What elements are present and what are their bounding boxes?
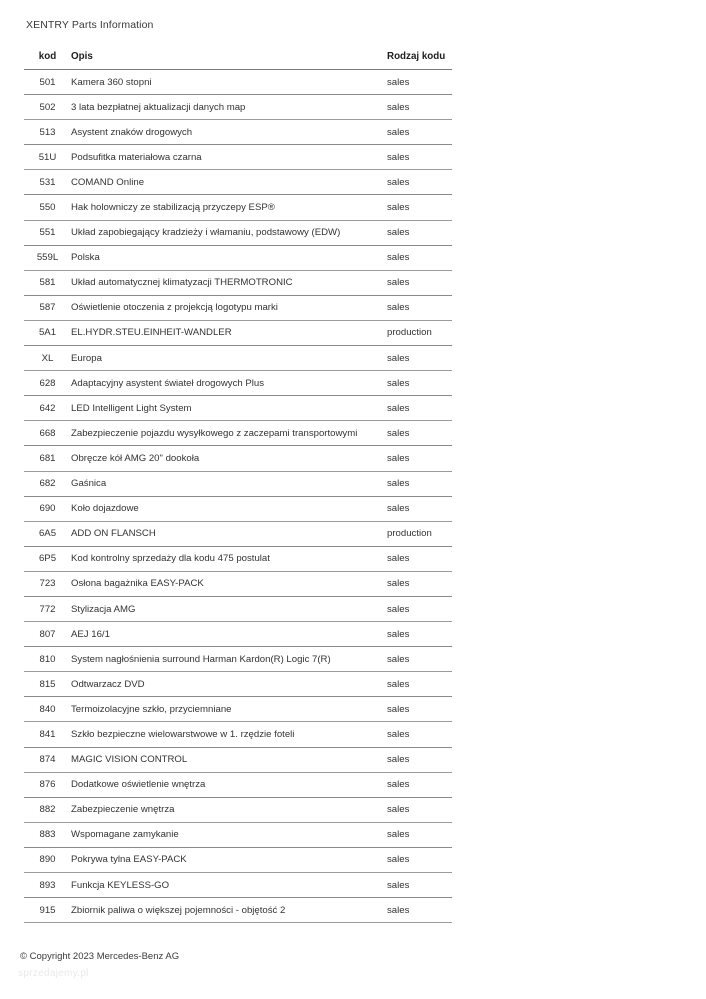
- cell-rodzaj-kodu: production: [387, 320, 452, 345]
- cell-opis: Kod kontrolny sprzedaży dla kodu 475 postulat: [71, 546, 387, 571]
- cell-kod: 581: [24, 270, 71, 295]
- cell-kod: 5A1: [24, 320, 71, 345]
- cell-kod: 6A5: [24, 521, 71, 546]
- cell-kod: 682: [24, 471, 71, 496]
- cell-kod: 772: [24, 596, 71, 621]
- cell-kod: 681: [24, 446, 71, 471]
- cell-opis: COMAND Online: [71, 170, 387, 195]
- cell-kod: 51U: [24, 145, 71, 170]
- table-row: [24, 847, 452, 872]
- cell-rodzaj-kodu: sales: [387, 822, 452, 847]
- cell-opis: Obręcze kół AMG 20" dookoła: [71, 446, 387, 471]
- cell-kod: 876: [24, 772, 71, 797]
- cell-rodzaj-kodu: sales: [387, 772, 452, 797]
- cell-rodzaj-kodu: sales: [387, 371, 452, 396]
- cell-rodzaj-kodu: sales: [387, 847, 452, 872]
- cell-kod: 502: [24, 95, 71, 120]
- cell-opis: System nagłośnienia surround Harman Kardon(R) Logic 7(R): [71, 647, 387, 672]
- cell-opis: Asystent znaków drogowych: [71, 120, 387, 145]
- table-row: [24, 245, 452, 270]
- cell-kod: 893: [24, 873, 71, 898]
- cell-opis: AEJ 16/1: [71, 622, 387, 647]
- table-row: [24, 672, 452, 697]
- table-row: [24, 371, 452, 396]
- cell-opis: Zabezpieczenie pojazdu wysyłkowego z zaczepami transportowymi: [71, 421, 387, 446]
- cell-opis: EL.HYDR.STEU.EINHEIT-WANDLER: [71, 320, 387, 345]
- table-row: [24, 421, 452, 446]
- cell-opis: LED Intelligent Light System: [71, 396, 387, 421]
- cell-kod: 915: [24, 898, 71, 923]
- table-row: [24, 471, 452, 496]
- cell-kod: 628: [24, 371, 71, 396]
- cell-opis: Pokrywa tylna EASY-PACK: [71, 847, 387, 872]
- cell-rodzaj-kodu: sales: [387, 70, 452, 95]
- cell-rodzaj-kodu: sales: [387, 622, 452, 647]
- cell-kod: 550: [24, 195, 71, 220]
- table-row: [24, 873, 452, 898]
- cell-rodzaj-kodu: sales: [387, 797, 452, 822]
- cell-kod: 723: [24, 571, 71, 596]
- table-row: [24, 170, 452, 195]
- cell-kod: 810: [24, 647, 71, 672]
- cell-rodzaj-kodu: production: [387, 521, 452, 546]
- cell-kod: 513: [24, 120, 71, 145]
- table-row: [24, 120, 452, 145]
- cell-opis: Stylizacja AMG: [71, 596, 387, 621]
- cell-rodzaj-kodu: sales: [387, 546, 452, 571]
- table-row: [24, 747, 452, 772]
- cell-opis: Funkcja KEYLESS-GO: [71, 873, 387, 898]
- cell-rodzaj-kodu: sales: [387, 647, 452, 672]
- cell-kod: 559L: [24, 245, 71, 270]
- cell-opis: Zbiornik paliwa o większej pojemności - objętość 2: [71, 898, 387, 923]
- table-row: [24, 496, 452, 521]
- cell-opis: Termoizolacyjne szkło, przyciemniane: [71, 697, 387, 722]
- table-row: [24, 396, 452, 421]
- cell-rodzaj-kodu: sales: [387, 245, 452, 270]
- cell-rodzaj-kodu: sales: [387, 596, 452, 621]
- header-kod: kod: [24, 43, 71, 70]
- cell-rodzaj-kodu: sales: [387, 195, 452, 220]
- table-row: [24, 295, 452, 320]
- cell-opis: MAGIC VISION CONTROL: [71, 747, 387, 772]
- document-title: XENTRY Parts Information: [26, 19, 154, 31]
- table-header-row: [24, 43, 452, 70]
- cell-rodzaj-kodu: sales: [387, 722, 452, 747]
- header-opis: Opis: [71, 43, 387, 70]
- table-row: [24, 898, 452, 923]
- cell-opis: Koło dojazdowe: [71, 496, 387, 521]
- table-row: [24, 797, 452, 822]
- table-row: [24, 571, 452, 596]
- cell-kod: 501: [24, 70, 71, 95]
- table-row: [24, 622, 452, 647]
- cell-opis: Kamera 360 stopni: [71, 70, 387, 95]
- cell-rodzaj-kodu: sales: [387, 873, 452, 898]
- cell-rodzaj-kodu: sales: [387, 571, 452, 596]
- cell-rodzaj-kodu: sales: [387, 898, 452, 923]
- cell-opis: Osłona bagażnika EASY-PACK: [71, 571, 387, 596]
- cell-opis: Szkło bezpieczne wielowarstwowe w 1. rzędzie foteli: [71, 722, 387, 747]
- cell-kod: 883: [24, 822, 71, 847]
- parts-table: [24, 43, 452, 923]
- watermark: sprzedajemy.pl: [18, 968, 89, 979]
- cell-opis: Oświetlenie otoczenia z projekcją logotypu marki: [71, 295, 387, 320]
- cell-rodzaj-kodu: sales: [387, 697, 452, 722]
- cell-kod: 807: [24, 622, 71, 647]
- table-row: [24, 270, 452, 295]
- cell-kod: XL: [24, 346, 71, 371]
- cell-opis: Gaśnica: [71, 471, 387, 496]
- cell-opis: Wspomagane zamykanie: [71, 822, 387, 847]
- cell-kod: 6P5: [24, 546, 71, 571]
- cell-opis: Podsufitka materiałowa czarna: [71, 145, 387, 170]
- cell-opis: 3 lata bezpłatnej aktualizacji danych map: [71, 95, 387, 120]
- table-row: [24, 446, 452, 471]
- cell-kod: 668: [24, 421, 71, 446]
- table-row: [24, 647, 452, 672]
- cell-rodzaj-kodu: sales: [387, 145, 452, 170]
- cell-kod: 642: [24, 396, 71, 421]
- cell-rodzaj-kodu: sales: [387, 270, 452, 295]
- cell-rodzaj-kodu: sales: [387, 496, 452, 521]
- cell-opis: Zabezpieczenie wnętrza: [71, 797, 387, 822]
- cell-kod: 815: [24, 672, 71, 697]
- cell-opis: Hak holowniczy ze stabilizacją przyczepy ESP®: [71, 195, 387, 220]
- table-row: [24, 195, 452, 220]
- cell-kod: 690: [24, 496, 71, 521]
- table-row: [24, 346, 452, 371]
- header-rodzaj-kodu: Rodzaj kodu: [387, 43, 452, 70]
- cell-rodzaj-kodu: sales: [387, 346, 452, 371]
- table-row: [24, 95, 452, 120]
- cell-rodzaj-kodu: sales: [387, 747, 452, 772]
- cell-rodzaj-kodu: sales: [387, 220, 452, 245]
- cell-rodzaj-kodu: sales: [387, 95, 452, 120]
- table-row: [24, 596, 452, 621]
- table-row: [24, 145, 452, 170]
- table-row: [24, 320, 452, 345]
- cell-opis: Polska: [71, 245, 387, 270]
- cell-opis: Układ zapobiegający kradzieży i włamaniu, podstawowy (EDW): [71, 220, 387, 245]
- cell-kod: 882: [24, 797, 71, 822]
- cell-kod: 890: [24, 847, 71, 872]
- cell-opis: Europa: [71, 346, 387, 371]
- cell-rodzaj-kodu: sales: [387, 120, 452, 145]
- cell-rodzaj-kodu: sales: [387, 295, 452, 320]
- cell-rodzaj-kodu: sales: [387, 446, 452, 471]
- cell-rodzaj-kodu: sales: [387, 170, 452, 195]
- cell-opis: ADD ON FLANSCH: [71, 521, 387, 546]
- table-row: [24, 697, 452, 722]
- table-row: [24, 70, 452, 95]
- cell-rodzaj-kodu: sales: [387, 471, 452, 496]
- cell-kod: 551: [24, 220, 71, 245]
- cell-rodzaj-kodu: sales: [387, 396, 452, 421]
- table-row: [24, 546, 452, 571]
- copyright-notice: © Copyright 2023 Mercedes-Benz AG: [20, 951, 180, 962]
- cell-opis: Układ automatycznej klimatyzacji THERMOTRONIC: [71, 270, 387, 295]
- table-row: [24, 772, 452, 797]
- cell-rodzaj-kodu: sales: [387, 672, 452, 697]
- cell-kod: 587: [24, 295, 71, 320]
- table-row: [24, 220, 452, 245]
- table-row: [24, 521, 452, 546]
- table-row: [24, 722, 452, 747]
- cell-rodzaj-kodu: sales: [387, 421, 452, 446]
- table-row: [24, 822, 452, 847]
- cell-opis: Dodatkowe oświetlenie wnętrza: [71, 772, 387, 797]
- table-body: [24, 70, 452, 923]
- cell-opis: Odtwarzacz DVD: [71, 672, 387, 697]
- cell-kod: 841: [24, 722, 71, 747]
- cell-opis: Adaptacyjny asystent świateł drogowych Plus: [71, 371, 387, 396]
- cell-kod: 874: [24, 747, 71, 772]
- cell-kod: 840: [24, 697, 71, 722]
- cell-kod: 531: [24, 170, 71, 195]
